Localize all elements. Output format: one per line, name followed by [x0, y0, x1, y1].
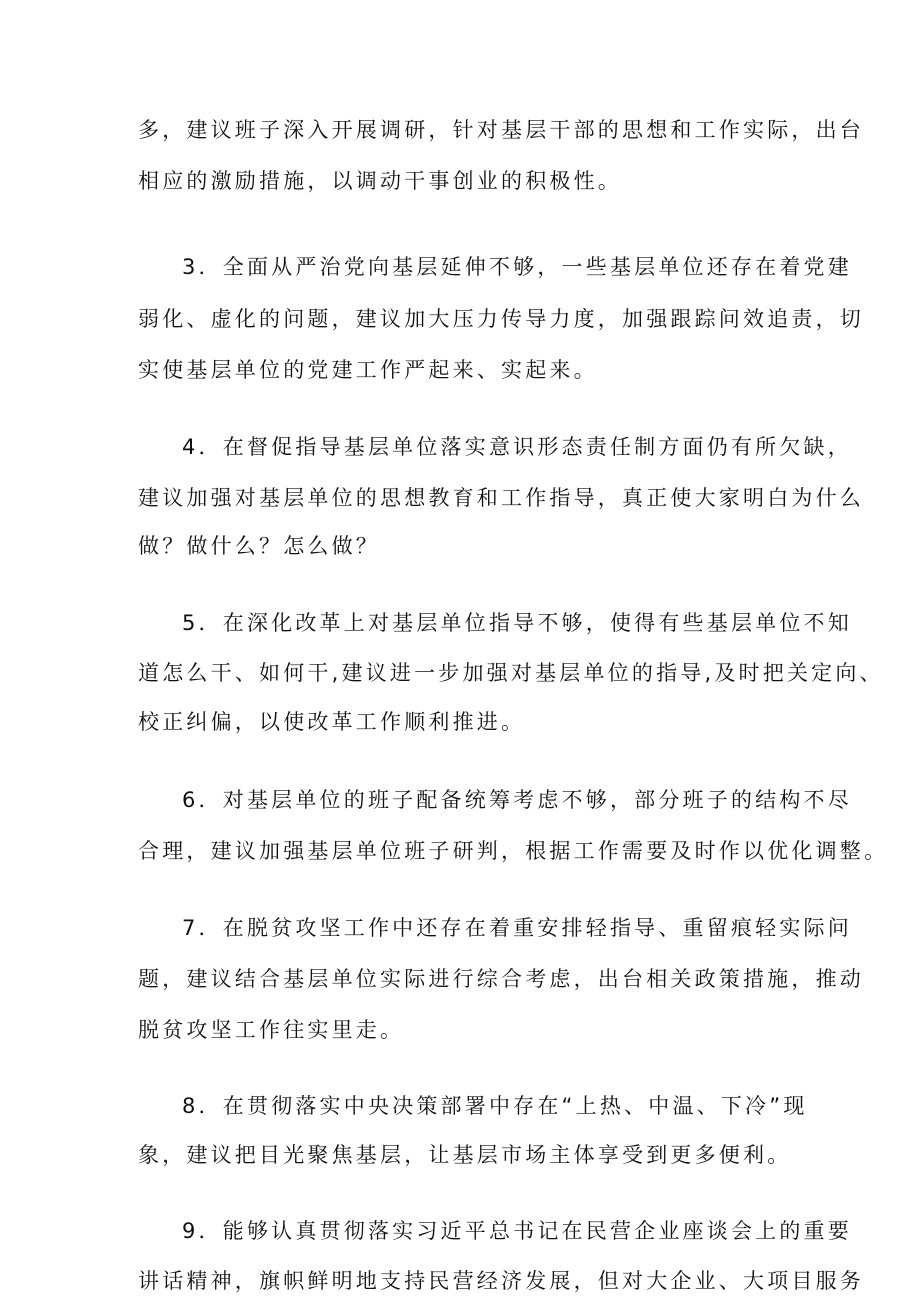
text-line: 相应的激励措施，以调动干事创业的积极性。 — [138, 169, 622, 193]
item-9-line-1: 9．能够认真贯彻落实习近平总书记在民营企业座谈会上的重要 — [182, 1219, 852, 1243]
item-3-line-3: 实使基层单位的党建工作严起来、实起来。 — [138, 358, 598, 382]
item-5-line-1: 5．在深化改革上对基层单位指导不够，使得有些基层单位不知 — [182, 611, 852, 635]
item-7-line-1: 7．在脱贫攻坚工作中还存在着重安排轻指导、重留痕轻实际问 — [182, 916, 852, 940]
item-7-line-2: 题，建议结合基层单位实际进行综合考虑，出台相关政策措施，推动 — [138, 967, 864, 991]
item-8-line-1: 8．在贯彻落实中央决策部署中存在“上热、中温、下冷”现 — [182, 1094, 808, 1118]
item-4-line-3: 做？做什么？怎么做？ — [138, 534, 380, 558]
item-5-line-3: 校正纠偏，以使改革工作顺利推进。 — [138, 710, 526, 734]
item-9-line-2: 讲话精神，旗帜鲜明地支持民营经济发展，但对大企业、大项目服务 — [138, 1269, 864, 1293]
item-5-line-2: 道怎么干、如何干,建议进一步加强对基层单位的指导,及时把关定向、 — [138, 661, 884, 685]
item-8-line-2: 象，建议把目光聚焦基层，让基层市场主体享受到更多便利。 — [138, 1143, 792, 1167]
item-3-line-2: 弱化、虚化的问题，建议加大压力传导力度，加强跟踪问效追责，切 — [138, 307, 864, 331]
item-6-line-1: 6．对基层单位的班子配备统筹考虑不够，部分班子的结构不尽 — [182, 788, 852, 812]
text-line: 多，建议班子深入开展调研，针对基层干部的思想和工作实际，出台 — [138, 118, 864, 142]
item-7-line-3: 脱贫攻坚工作往实里走。 — [138, 1018, 405, 1042]
item-3-line-1: 3．全面从严治党向基层延伸不够，一些基层单位还存在着党建 — [182, 255, 852, 279]
item-6-line-2: 合理，建议加强基层单位班子研判，根据工作需要及时作以优化调整。 — [138, 839, 889, 863]
item-4-line-2: 建议加强对基层单位的思想教育和工作指导，真正使大家明白为什么 — [138, 486, 864, 510]
item-4-line-1: 4．在督促指导基层单位落实意识形态责任制方面仍有所欠缺， — [182, 435, 852, 459]
